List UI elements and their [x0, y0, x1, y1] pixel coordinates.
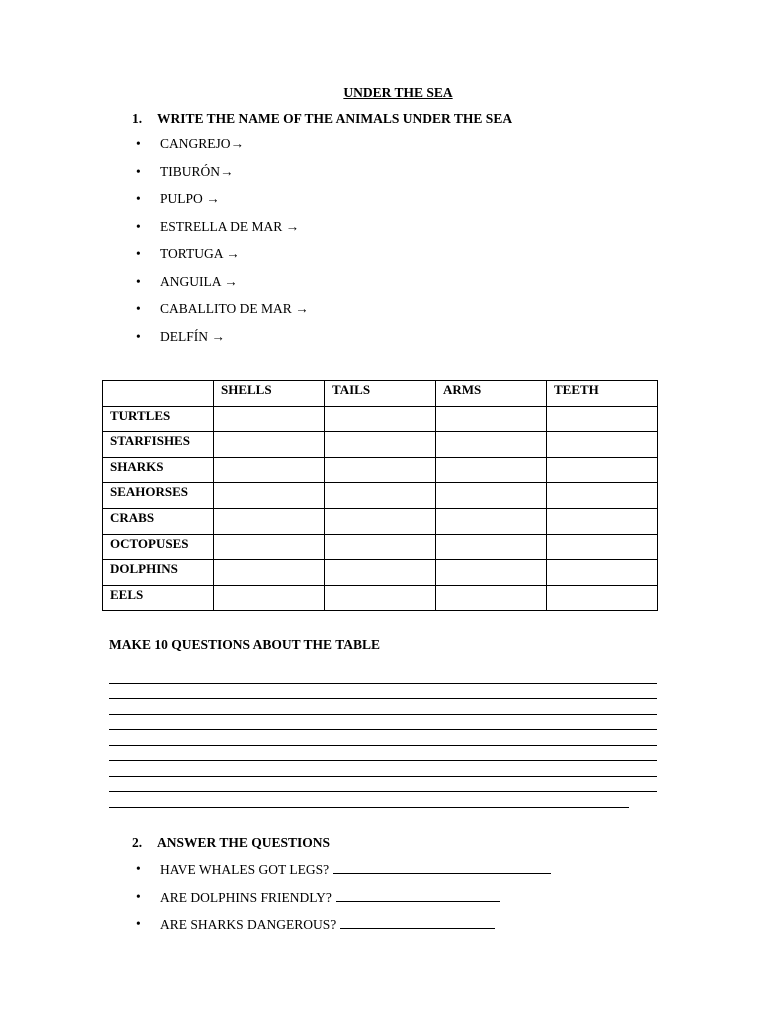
answer-cell[interactable]	[436, 508, 547, 534]
section-1-heading	[132, 111, 512, 127]
answer-cell[interactable]	[436, 585, 547, 611]
make-questions-heading: MAKE 10 QUESTIONS ABOUT THE TABLE	[109, 637, 380, 652]
writing-line[interactable]	[109, 715, 657, 731]
answer-blank[interactable]	[340, 916, 495, 929]
answer-cell[interactable]	[436, 406, 547, 432]
question-list	[136, 861, 551, 944]
answer-cell[interactable]	[547, 483, 658, 509]
answer-cell[interactable]	[325, 508, 436, 534]
answer-cell[interactable]	[547, 534, 658, 560]
answer-cell[interactable]	[325, 406, 436, 432]
bullet-icon: •	[136, 916, 141, 931]
table-header-cell: SHELLS	[214, 381, 325, 407]
writing-line[interactable]	[109, 777, 657, 793]
animal-name: PULPO →	[160, 191, 220, 206]
answer-cell[interactable]	[436, 457, 547, 483]
bullet-icon: •	[136, 861, 141, 876]
table-header-cell: ARMS	[436, 381, 547, 407]
animal-name: ANGUILA →	[160, 273, 238, 289]
question-text: ARE SHARKS DANGEROUS?	[160, 917, 337, 932]
animal-name: CABALLITO DE MAR →	[160, 301, 309, 316]
table-row	[103, 432, 658, 458]
row-label: TURTLES	[103, 406, 214, 432]
bullet-icon: •	[136, 163, 141, 179]
writing-lines	[109, 668, 657, 808]
animal-features-table	[102, 380, 658, 611]
bullet-icon: •	[136, 301, 141, 316]
list-item	[136, 219, 309, 247]
answer-cell[interactable]	[436, 534, 547, 560]
table-row	[103, 406, 658, 432]
answer-cell[interactable]	[547, 585, 658, 611]
list-item	[136, 889, 551, 917]
bullet-icon: •	[136, 136, 141, 151]
answer-cell[interactable]	[547, 508, 658, 534]
table-header-cell: TEETH	[547, 381, 658, 407]
row-label: CRABS	[103, 508, 214, 534]
table-header-cell	[103, 381, 214, 407]
writing-line[interactable]	[109, 684, 657, 700]
bullet-icon: •	[136, 246, 141, 261]
answer-cell[interactable]	[325, 483, 436, 509]
answer-cell[interactable]	[214, 406, 325, 432]
answer-cell[interactable]	[547, 560, 658, 586]
table-header-row	[103, 381, 658, 407]
answer-cell[interactable]	[325, 534, 436, 560]
row-label: STARFISHES	[103, 432, 214, 458]
table-header-cell: TAILS	[325, 381, 436, 407]
section-2-text: ANSWER THE QUESTIONS	[157, 835, 331, 850]
answer-cell[interactable]	[547, 457, 658, 483]
table-row	[103, 534, 658, 560]
table-row	[103, 483, 658, 509]
answer-cell[interactable]	[214, 432, 325, 458]
table-row	[103, 560, 658, 586]
section-1-text: WRITE THE NAME OF THE ANIMALS UNDER THE SEA	[157, 111, 513, 126]
list-item	[136, 861, 551, 889]
answer-cell[interactable]	[214, 457, 325, 483]
answer-blank[interactable]	[336, 889, 500, 902]
writing-line[interactable]	[109, 730, 657, 746]
answer-cell[interactable]	[325, 457, 436, 483]
bullet-icon: •	[136, 328, 141, 344]
writing-line[interactable]	[109, 792, 629, 808]
answer-blank[interactable]	[333, 861, 551, 874]
page-title: UNDER THE SEA	[343, 85, 453, 100]
row-label: SEAHORSES	[103, 483, 214, 509]
bullet-icon: •	[136, 218, 141, 234]
row-label: DOLPHINS	[103, 560, 214, 586]
list-item	[136, 246, 309, 274]
writing-line[interactable]	[109, 699, 657, 715]
list-item	[136, 329, 309, 357]
list-item	[136, 916, 551, 944]
answer-cell[interactable]	[214, 585, 325, 611]
writing-line[interactable]	[109, 746, 657, 762]
answer-cell[interactable]	[214, 483, 325, 509]
section-2-heading	[132, 835, 330, 851]
animal-list	[136, 136, 309, 356]
table-row	[103, 508, 658, 534]
answer-cell[interactable]	[214, 508, 325, 534]
writing-line[interactable]	[109, 761, 657, 777]
list-item	[136, 191, 309, 219]
bullet-icon: •	[136, 888, 141, 904]
bullet-icon: •	[136, 273, 141, 289]
animal-name: CANGREJO→	[160, 136, 245, 151]
row-label: EELS	[103, 585, 214, 611]
section-2-number: 2.	[132, 835, 143, 850]
row-label: OCTOPUSES	[103, 534, 214, 560]
answer-cell[interactable]	[436, 432, 547, 458]
writing-line[interactable]	[109, 668, 657, 684]
table-row	[103, 585, 658, 611]
row-label: SHARKS	[103, 457, 214, 483]
answer-cell[interactable]	[214, 560, 325, 586]
answer-cell[interactable]	[325, 585, 436, 611]
answer-cell[interactable]	[436, 483, 547, 509]
list-item	[136, 274, 309, 302]
question-text: ARE DOLPHINS FRIENDLY?	[160, 889, 332, 905]
animal-name: ESTRELLA DE MAR →	[160, 218, 300, 234]
answer-cell[interactable]	[325, 560, 436, 586]
animal-name: TIBURÓN→	[160, 163, 234, 179]
list-item	[136, 136, 309, 164]
answer-cell[interactable]	[214, 534, 325, 560]
list-item	[136, 164, 309, 192]
answer-cell[interactable]	[436, 560, 547, 586]
animal-name: TORTUGA →	[160, 246, 240, 261]
animal-name: DELFÍN →	[160, 328, 225, 344]
list-item	[136, 301, 309, 329]
table-row	[103, 457, 658, 483]
answer-cell[interactable]	[325, 432, 436, 458]
answer-cell[interactable]	[547, 406, 658, 432]
answer-cell[interactable]	[547, 432, 658, 458]
bullet-icon: •	[136, 191, 141, 206]
question-text: HAVE WHALES GOT LEGS?	[160, 862, 330, 877]
section-1-number: 1.	[132, 111, 143, 126]
